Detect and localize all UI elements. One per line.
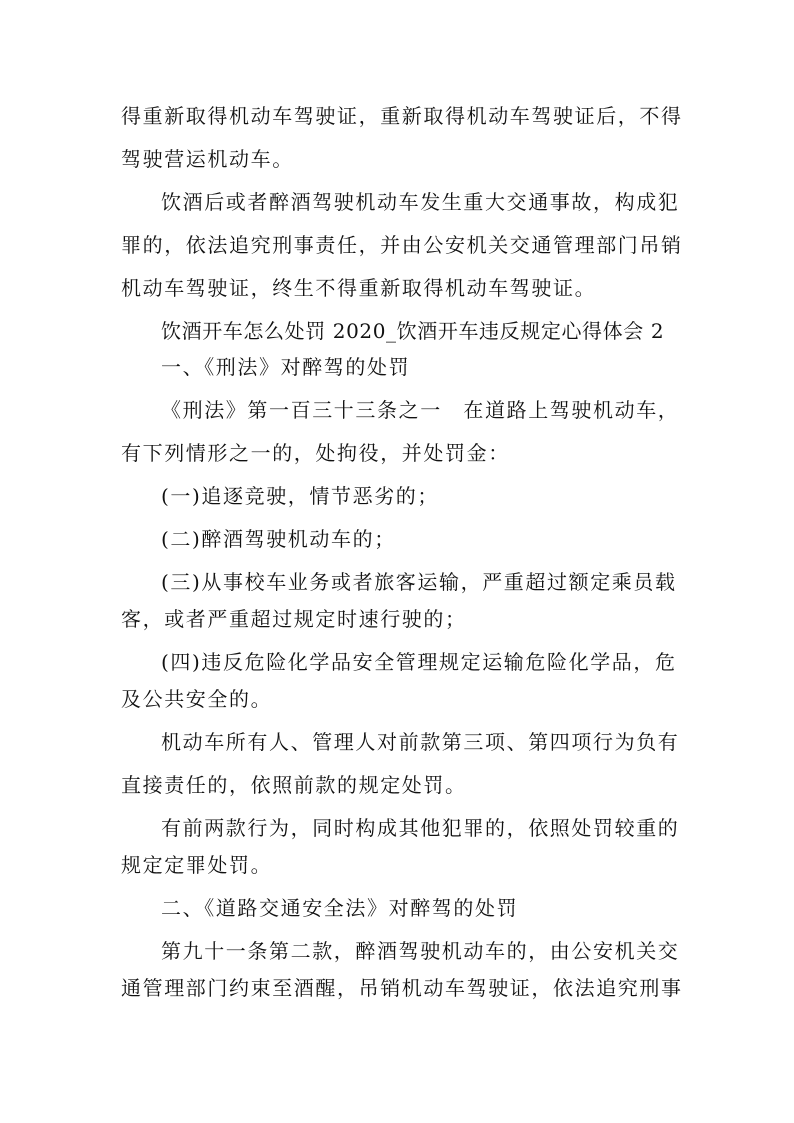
text-line-content: (四)违反危险化学品安全管理规定运输危险化学品，危: [161, 650, 677, 674]
text-line: [161, 724, 794, 760]
text-line-content: 饮酒后或者醉酒驾驶机动车发生重大交通事故，构成犯: [161, 190, 680, 214]
text-line-content: 饮酒开车怎么处罚 2020_饮酒开车违反规定心得体会 2: [161, 319, 665, 343]
text-line: [161, 349, 794, 385]
text-line-content: (三)从事校车业务或者旅客运输，严重超过额定乘员载: [161, 570, 677, 594]
text-line-content: 罪的，依法追究刑事责任，并由公安机关交通管理部门吊销: [121, 233, 683, 257]
text-line-content: 二、《道路交通安全法》对醉驾的处罚: [161, 896, 519, 920]
text-line: [161, 313, 794, 349]
text-line: [121, 767, 794, 803]
text-line: [161, 644, 794, 680]
text-line: [121, 141, 794, 177]
text-line: [161, 392, 794, 428]
text-line: [161, 933, 794, 969]
text-line: [121, 270, 794, 306]
text-line: [161, 564, 794, 600]
text-line-content: (一)追逐竞驶，情节恶劣的；: [161, 484, 440, 508]
text-line-content: 及公共安全的。: [121, 687, 273, 711]
text-line: [121, 435, 794, 471]
text-line-content: 驾驶营运机动车。: [121, 147, 294, 171]
text-line: [121, 98, 794, 134]
text-line-content: 一、《刑法》对醉驾的处罚: [161, 355, 411, 379]
text-line-content: 《刑法》第一百三十三条之一 在道路上驾驶机动车，: [161, 398, 680, 422]
text-line: [161, 810, 794, 846]
text-line-content: 规定定罪处罚。: [121, 853, 273, 877]
text-line-content: 机动车驾驶证，终生不得重新取得机动车驾驶证。: [121, 276, 597, 300]
text-line: [121, 847, 794, 883]
text-line-content: 直接责任的，依照前款的规定处罚。: [121, 773, 467, 797]
text-line-content: 有下列情形之一的，处拘役，并处罚金：: [121, 441, 510, 465]
text-line: [161, 890, 794, 926]
text-line-content: 通管理部门约束至酒醒，吊销机动车驾驶证，依法追究刑事: [121, 976, 683, 1000]
text-line: [121, 970, 794, 1006]
text-line: [161, 478, 794, 514]
text-line: [161, 184, 794, 220]
text-line-content: 机动车所有人、管理人对前款第三项、第四项行为负有: [161, 730, 680, 754]
text-line: [121, 227, 794, 263]
text-line-content: 有前两款行为，同时构成其他犯罪的，依照处罚较重的: [161, 816, 680, 840]
text-line: [121, 601, 794, 637]
text-line-content: 得重新取得机动车驾驶证，重新取得机动车驾驶证后，不得: [121, 104, 683, 128]
text-line-content: 客，或者严重超过规定时速行驶的；: [121, 607, 467, 631]
text-line: [121, 681, 794, 717]
text-line: [161, 521, 794, 557]
text-line-content: (二)醉酒驾驶机动车的；: [161, 527, 396, 551]
text-line-content: 第九十一条第二款，醉酒驾驶机动车的，由公安机关交: [161, 939, 680, 963]
